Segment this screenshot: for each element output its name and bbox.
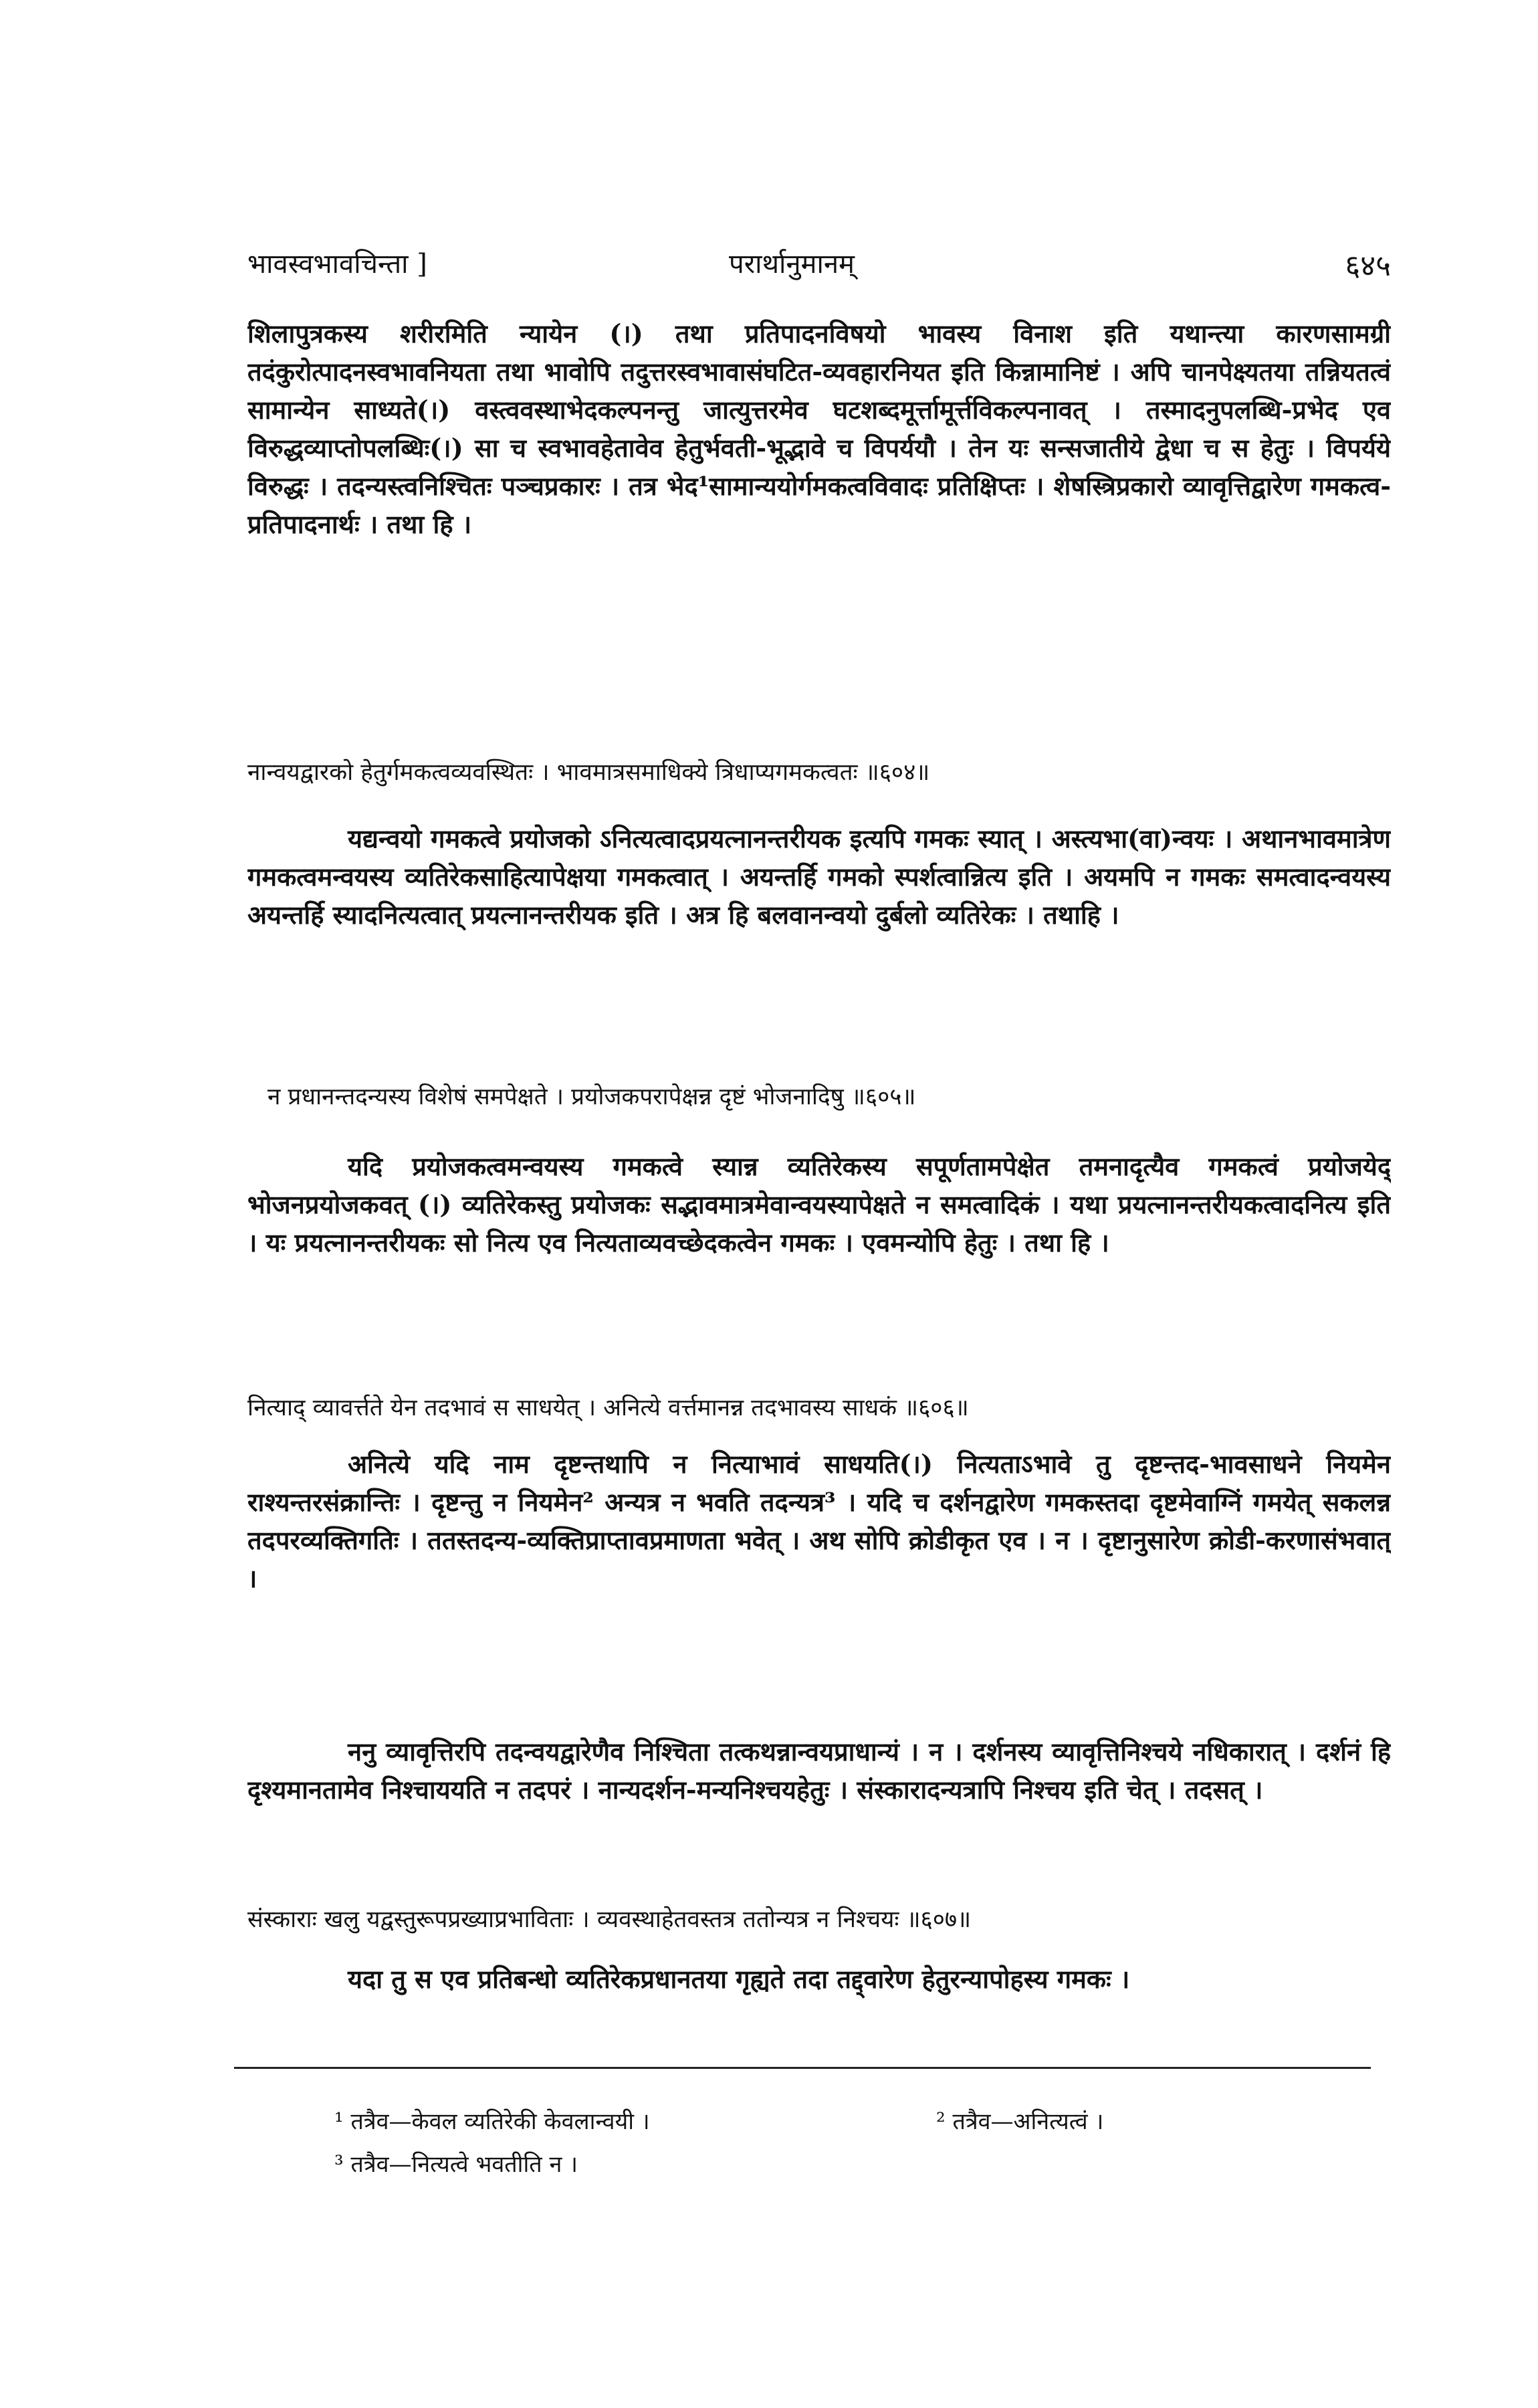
verse-607: संस्काराः खलु यद्वस्तुरूपप्रख्याप्रभाविताः । व्यवस्थाहेतवस्तत्र ततोन्यत्र न निश्चयः ॥६०७॥ [247, 1906, 972, 1933]
paragraph-1: शिलापुत्रकस्य शरीरमिति न्यायेन (।) तथा प्रतिपादनविषयो भावस्य विनाश इति यथान्त्या कारणसामग्री तदंकुरोत्पादनस्वभावनियता तथा भावोपि तदुत्तरस्वभावासंघटित-व्यवहारनियत इति किन्नामानिष्टं । अपि चानपेक्ष्यतया तन्नियतत्वं सामान्येन साध्यते(।) वस्त्ववस्थाभेदकल्पनन्तु जात्युत्तरमेव घटशब्दमूर्त्तामूर्त्तविकल्पनावत् । तस्मादनुपलब्धि-प्रभेद एव विरुद्धव्याप्तोपलब्धिः(।) सा च स्वभावहेतावेव हेतुर्भवती-भूद्भावे च विपर्ययौ । तेन यः सन्सजातीये द्वेधा च स हेतुः । विपर्यये विरुद्धः । तदन्यस्त्वनिश्चितः पञ्चप्रकारः । तत्र भेद¹सामान्ययोर्गमकत्वविवादः प्रतिक्षिप्तः । शेषस्त्रिप्रकारो व्यावृत्तिद्वारेण गमकत्व-प्रतिपादनार्थः । तथा हि । [247, 318, 1391, 539]
chapter-title: परार्थानुमानम् [729, 249, 855, 280]
paragraph-6: यदा तु स एव प्रतिबन्धो व्यतिरेकप्रधानतया गृह्यते तदा तद्द्वारेण हेतुरन्यापोहस्य गमकः । [348, 1964, 1130, 1994]
verse-606: नित्याद् व्यावर्त्तते येन तदभावं स साधयेत् । अनित्ये वर्त्तमानन्न तदभावस्य साधकं ॥६०६॥ [247, 1395, 969, 1421]
paragraph-3: यदि प्रयोजकत्वमन्वयस्य गमकत्वे स्यान्न व्यतिरेकस्य सपूर्णतामपेक्षेत तमनादृत्यैव गमकत्वं प्रयोजयेद् भोजनप्रयोजकवत् (।) व्यतिरेकस्तु प्रयोजकः सद्भावमात्रमेवान्वयस्यापेक्षते न समत्वादिकं । यथा प्रयत्नानन्तरीयकत्वादनित्य इति । यः प्रयत्नानन्तरीयकः सो नित्य एव नित्यताव्यवच्छेदकत्वेन गमकः । एवमन्योपि हेतुः । तथा हि । [247, 1151, 1391, 1258]
footnotes [334, 2100, 1337, 2194]
paragraph-2: यद्यन्वयो गमकत्वे प्रयोजको ऽनित्यत्वादप्रयत्नानन्तरीयक इत्यपि गमकः स्यात् । अस्त्यभा(वा)न्वयः । अथानभावमात्रेण गमकत्वमन्वयस्य व्यतिरेकसाहित्यापेक्षया गमकत्वात् । अयन्तर्हि गमको स्पर्शत्वान्नित्य इति । अयमपि न गमकः समत्वादन्वयस्य अयन्तर्हि स्यादनित्यत्वात् प्रयत्नानन्तरीयक इति । अत्र हि बलवानन्वयो दुर्बलो व्यतिरेकः । तथाहि । [247, 823, 1391, 930]
footnote-1: ¹ तत्रैव—केवल व्यतिरेकी केवलान्वयी । [334, 2108, 650, 2135]
verse-605: न प्रधानन्तदन्यस्य विशेषं समपेक्षते । प्रयोजकपरापेक्षन्न दृष्टं भोजनादिषु ॥६०५॥ [267, 1084, 916, 1110]
section-title: भावस्वभावचिन्ता ] [247, 249, 427, 280]
paragraph-4: अनित्ये यदि नाम दृष्टन्तथापि न नित्याभावं साधयति(।) नित्यताऽभावे तु दृष्टन्तद-भावसाधने नियमेन राश्यन्तरसंक्रान्तिः । दृष्टन्तु न नियमेन² अन्यत्र न भवति तदन्यत्र³ । यदि च दर्शनद्वारेण गमकस्तदा दृष्टमेवाग्निं गमयेत् सकलन्न तदपरव्यक्तिगतिः । ततस्तदन्य-व्यक्तिप्राप्तावप्रमाणता भवेत् । अथ सोपि क्रोडीकृत एव । न । दृष्टानुसारेण क्रोडी-करणासंभवात् । [247, 1449, 1391, 1593]
footnote-3: ³ तत्रैव—नित्यत्वे भवतीति न । [334, 2151, 578, 2178]
paragraph-5: ननु व्यावृत्तिरपि तदन्वयद्वारेणैव निश्चिता तत्कथन्नान्वयप्राधान्यं । न । दर्शनस्य व्यावृत्तिनिश्चये नधिकारात् । दर्शनं हि दृश्यमानतामेव निश्चाययति न तदपरं । नान्यदर्शन-मन्यनिश्चयहेतुः । संस्कारादन्यत्रापि निश्चय इति चेत् । तदसत् । [247, 1736, 1391, 1805]
page-number: ६४५ [1345, 249, 1391, 283]
running-head [247, 244, 1391, 284]
footnote-divider [234, 2067, 1371, 2069]
verse-604: नान्वयद्वारको हेतुर्गमकत्वव्यवस्थितः । भावमात्रसमाधिक्ये त्रिधाप्यगमकत्वतः ॥६०४॥ [247, 759, 930, 786]
footnote-2: ² तत्रैव—अनित्यत्वं । [936, 2108, 1104, 2135]
